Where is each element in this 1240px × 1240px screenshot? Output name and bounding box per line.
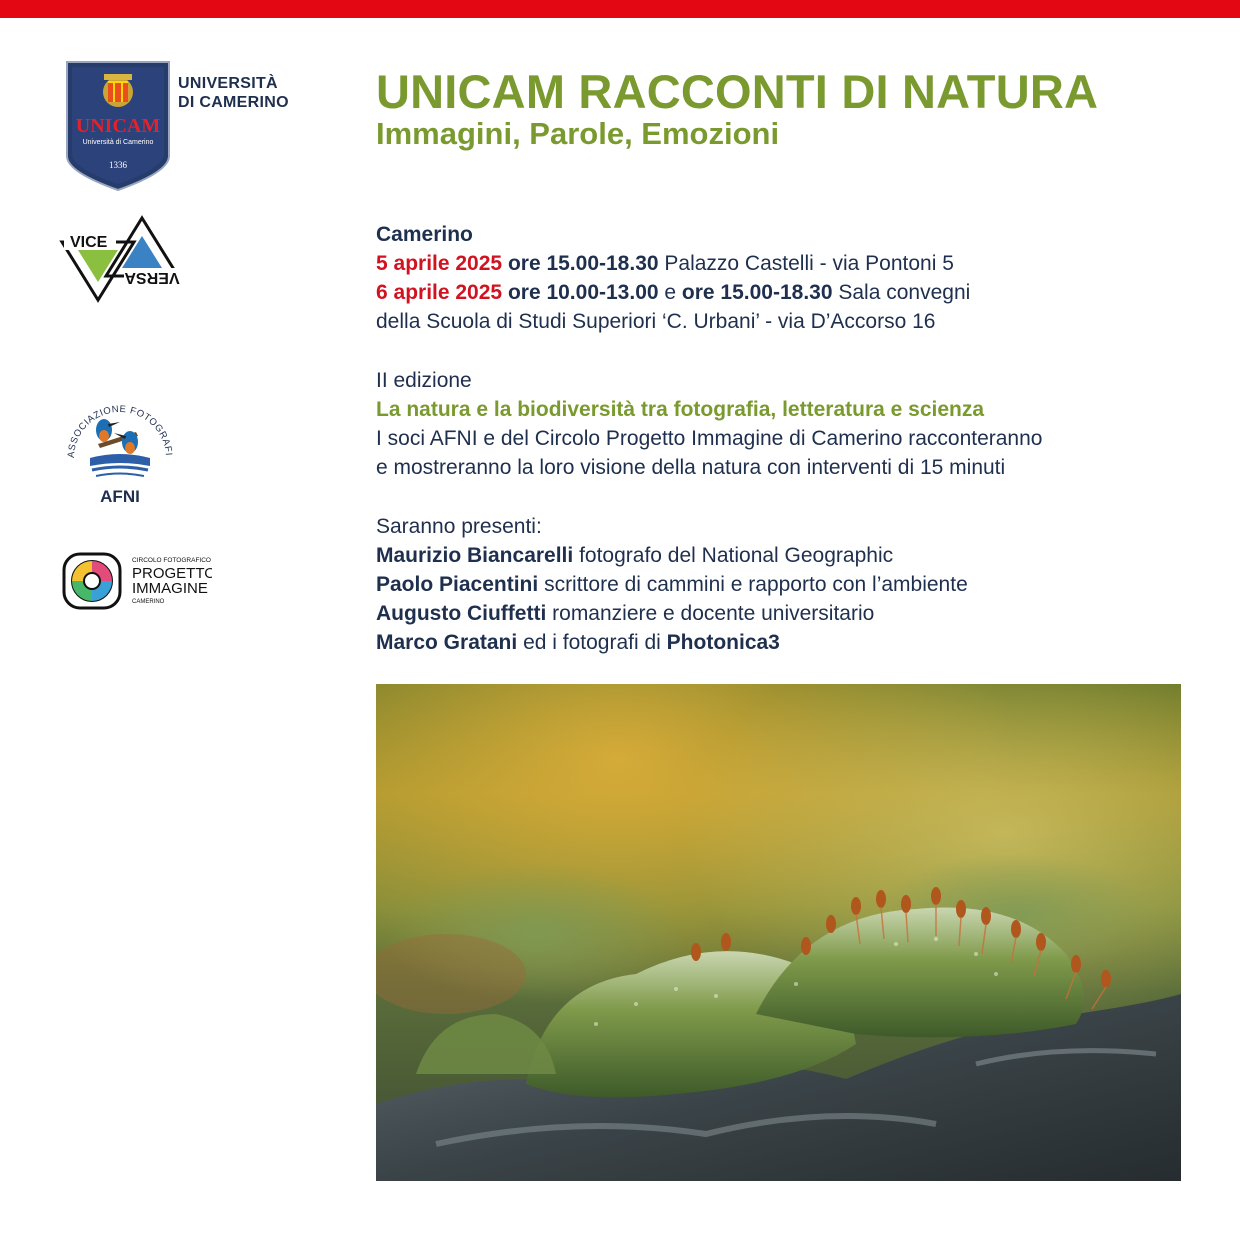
unicam-shield-word: UNICAM: [75, 115, 161, 137]
cpi-line3: IMMAGINE: [132, 580, 208, 597]
speaker-row: [376, 541, 1196, 570]
speaker-name: Paolo Piacentini: [376, 573, 539, 596]
schedule: [376, 220, 1196, 336]
unicam-name-line2: DI CAMERINO: [178, 94, 289, 111]
vice-versa-logo: [58, 214, 182, 304]
unicam-shield-sub: Università di Camerino: [82, 139, 154, 146]
top-accent-bar: [0, 0, 1240, 18]
unicam-name: [178, 74, 289, 112]
edition-desc-line2: e mostreranno la loro visione della natura con interventi di 15 minuti: [376, 456, 1006, 479]
vice-versa-icon: [58, 214, 182, 304]
page-title: UNICAM RACCONTI DI NATURA: [376, 65, 1099, 118]
vice-word: VICE: [70, 234, 108, 251]
edition: [376, 366, 1196, 482]
moss-photo-icon: [376, 684, 1181, 1181]
speaker-name: Maurizio Biancarelli: [376, 544, 574, 567]
unicam-shield-year: 1336: [109, 160, 127, 170]
afni-ring-text: ASSOCIAZIONE FOTOGRAFI: [65, 403, 174, 459]
cpi-line1: CIRCOLO FOTOGRAFICO: [132, 557, 211, 564]
afni-logo: [56, 386, 182, 508]
speaker-group: Photonica3: [666, 631, 780, 654]
day1-hours: ore 15.00-18.30: [507, 252, 659, 275]
edition-desc-line1: I soci AFNI e del Circolo Progetto Immagine di Camerino racconteranno: [376, 427, 1043, 450]
speaker-role: fotografo del National Geographic: [579, 544, 894, 567]
speaker-joiner: ed i fotografi di: [523, 631, 661, 654]
day1-date: 5 aprile 2025: [376, 252, 503, 275]
schedule-city: Camerino: [376, 223, 473, 246]
edition-label: II edizione: [376, 369, 472, 392]
cpi-line2: PROGETTO: [132, 565, 212, 582]
day2-hours-pm: ore 15.00-18.30: [681, 281, 833, 304]
cpi-line4: CAMERINO: [132, 599, 165, 605]
day2-hours-am: ore 10.00-13.00: [507, 281, 659, 304]
unicam-name-line1: UNIVERSITÀ: [178, 75, 278, 92]
versa-word: VERSA: [124, 268, 180, 286]
edition-theme: La natura e la biodiversità tra fotografia, letteratura e scienza: [376, 398, 985, 421]
speaker-row: [376, 599, 1196, 628]
day1-place: Palazzo Castelli - via Pontoni 5: [664, 252, 954, 275]
progetto-immagine-icon: [62, 550, 212, 612]
speaker-role: romanziere e docente universitario: [552, 602, 875, 625]
afni-kingfisher-icon: [56, 386, 182, 508]
speakers-intro: Saranno presenti:: [376, 515, 542, 538]
schedule-day2: [376, 278, 1196, 307]
day2-place-line2: della Scuola di Studi Superiori ‘C. Urbani’ - via D’Accorso 16: [376, 310, 936, 333]
afni-acronym: AFNI: [100, 487, 140, 506]
day2-date: 6 aprile 2025: [376, 281, 503, 304]
speaker-row: [376, 570, 1196, 599]
speaker-row-last: [376, 628, 1196, 657]
speaker-name: Marco Gratani: [376, 631, 518, 654]
header: [376, 64, 1196, 152]
unicam-logo: [64, 60, 304, 192]
speakers: [376, 512, 1196, 657]
day2-place-line1: Sala convegni: [838, 281, 971, 304]
day2-joiner: e: [664, 281, 677, 304]
speaker-role: scrittore di cammini e rapporto con l’ambiente: [544, 573, 968, 596]
unicam-shield-icon: [64, 60, 172, 192]
speaker-name: Augusto Ciuffetti: [376, 602, 547, 625]
moss-macro-photo: [376, 684, 1181, 1181]
progetto-immagine-logo: [62, 550, 212, 612]
schedule-day1: [376, 249, 1196, 278]
page-subtitle: Immagini, Parole, Emozioni: [376, 116, 780, 151]
